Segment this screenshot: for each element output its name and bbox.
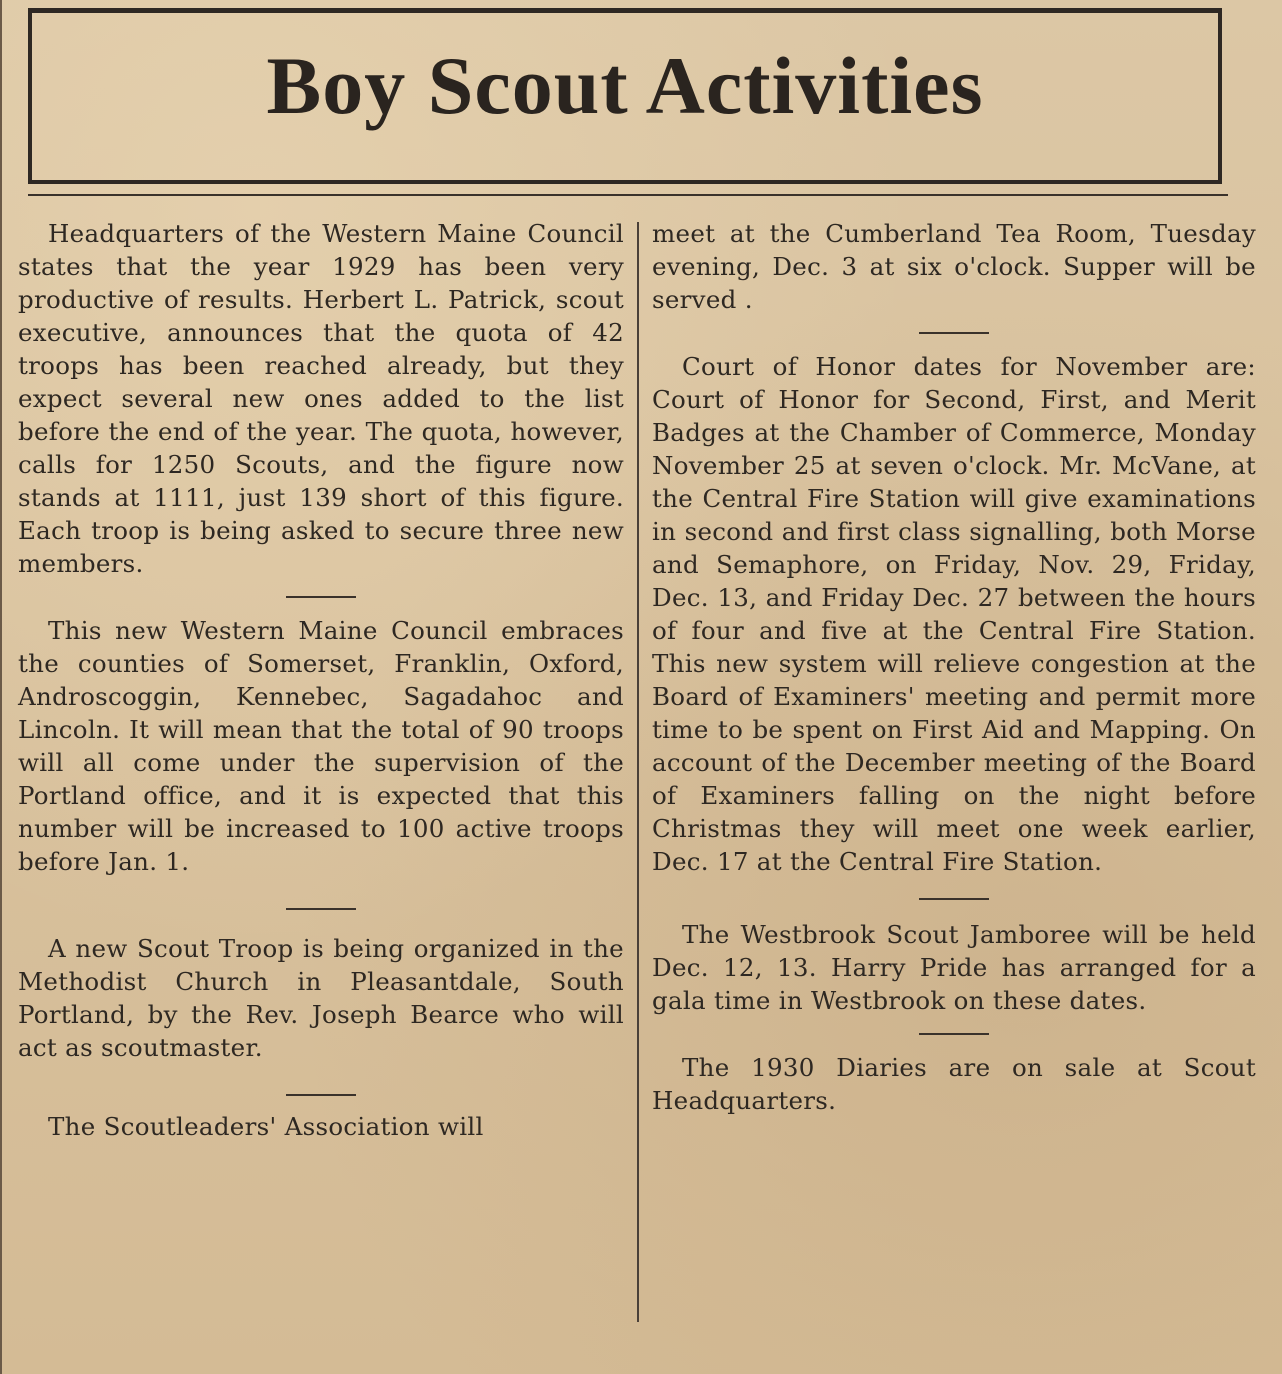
separator-rule <box>286 1094 356 1096</box>
paragraph-council: This new Western Maine Council embraces the counties of Somerset, Franklin, Oxford, Androscoggin, Kennebec, Sagadahoc and Lincoln. It will mean that the total of 90 troops will all come under the supervision of the Portland office, and it is expected that this number will be increased to 100 active troops before Jan. 1. <box>18 616 624 876</box>
right-column <box>652 217 1256 1117</box>
separator-rule <box>286 596 356 598</box>
header-rule <box>28 194 1228 196</box>
separator-rule <box>919 1033 989 1035</box>
title-box <box>28 8 1222 184</box>
paragraph-headquarters: Headquarters of the Western Maine Council states that the year 1929 has been very productive of results. Herbert L. Patrick, scout executive, announces that the quota of 42 troops has been reached already, but they expect several new ones added to the list before the end of the year. The quota, however, calls for 1250 Scouts, and the figure now stands at 1111, just 139 short of this figure. Each troop is being asked to secure three new members. <box>18 219 624 578</box>
left-column <box>18 217 624 1143</box>
paragraph-diaries: The 1930 Diaries are on sale at Scout Headquarters. <box>652 1053 1256 1115</box>
separator-rule <box>919 332 989 334</box>
paragraph-court-of-honor: Court of Honor dates for November are: Court of Honor for Second, First, and Merit Badges at the Chamber of Commerce, Monday November 25 at seven o'clock. Mr. McVane, at the Central Fire Station will give examinations in second and first class signalling, both Morse and Semaphore, on Friday, Nov. 29, Friday, Dec. 13, and Friday Dec. 27 between the hours of four and five at the Central Fire Station. This new system will relieve congestion at the Board of Examiners' meeting and permit more time to be spent on First Aid and Mapping. On account of the December meeting of the Board of Examiners falling on the night before Christmas they will meet one week earlier, Dec. 17 at the Central Fire Station. <box>652 352 1256 876</box>
paragraph-scoutleaders: The Scoutleaders' Association will <box>48 1112 484 1141</box>
page-title: Boy Scout Activities <box>266 40 984 131</box>
column-divider <box>637 222 639 1322</box>
paragraph-jamboree: The Westbrook Scout Jamboree will be held Dec. 12, 13. Harry Pride has arranged for a gala time in Westbrook on these dates. <box>652 920 1256 1015</box>
clipping-edge <box>0 0 2 1374</box>
paragraph-tea-room: meet at the Cumberland Tea Room, Tuesday evening, Dec. 3 at six o'clock. Supper will be served . <box>652 219 1256 314</box>
paragraph-new-troop: A new Scout Troop is being organized in the Methodist Church in Pleasantdale, South Portland, by the Rev. Joseph Bearce who will act as scoutmaster. <box>18 934 624 1062</box>
separator-rule <box>919 898 989 900</box>
separator-rule <box>286 908 356 910</box>
